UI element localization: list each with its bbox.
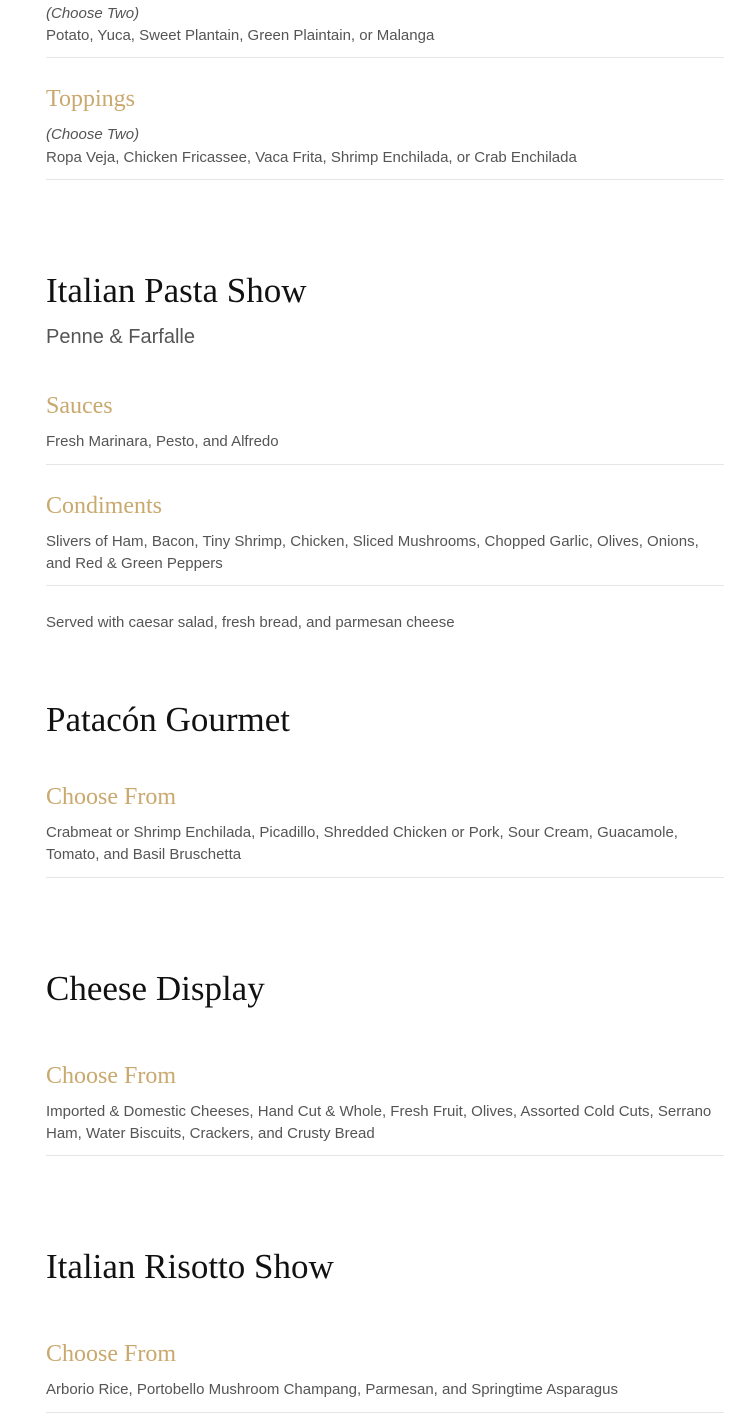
pasta-section-title: Italian Pasta Show [46, 271, 307, 310]
divider [46, 585, 724, 586]
condiments-title: Condiments [46, 493, 163, 519]
base-items: Potato, Yuca, Sweet Plantain, Green Plaintain, or Malanga [46, 27, 435, 44]
divider [46, 464, 724, 465]
cheese-section-title: Cheese Display [46, 969, 265, 1008]
patacon-items: Crabmeat or Shrimp Enchilada, Picadillo, Shredded Chicken or Pork, Sour Cream, Guacamole, Tomato, and Basil Bruschetta [46, 824, 678, 863]
base-choose-note: (Choose Two) [46, 5, 140, 22]
cheese-items: Imported & Domestic Cheeses, Hand Cut & Whole, Fresh Fruit, Olives, Assorted Cold Cuts, Serrano Ham, Water Biscuits, Crackers, and Crusty Bread [46, 1103, 712, 1142]
divider [46, 877, 724, 878]
condiments-items: Slivers of Ham, Bacon, Tiny Shrimp, Chicken, Sliced Mushrooms, Chopped Garlic, Olives, Onions, and Red & Green Peppers [46, 533, 699, 572]
divider [46, 1412, 724, 1413]
cheese-choose-title: Choose From [46, 1063, 177, 1089]
divider [46, 179, 724, 180]
patacon-choose-title: Choose From [46, 784, 177, 810]
served-with-note: Served with caesar salad, fresh bread, and parmesan cheese [46, 614, 455, 631]
toppings-items: Ropa Veja, Chicken Fricassee, Vaca Frita, Shrimp Enchilada, or Crab Enchilada [46, 149, 577, 166]
risotto-items: Arborio Rice, Portobello Mushroom Champang, Parmesan, and Springtime Asparagus [46, 1381, 618, 1398]
divider [46, 1155, 724, 1156]
divider [46, 57, 724, 58]
sauces-items: Fresh Marinara, Pesto, and Alfredo [46, 433, 279, 450]
risotto-choose-title: Choose From [46, 1341, 177, 1367]
risotto-section-title: Italian Risotto Show [46, 1247, 334, 1286]
toppings-choose-note: (Choose Two) [46, 126, 140, 143]
toppings-title: Toppings [46, 86, 135, 112]
pasta-subtitle: Penne & Farfalle [46, 326, 195, 348]
sauces-title: Sauces [46, 393, 113, 419]
patacon-section-title: Patacón Gourmet [46, 700, 290, 739]
